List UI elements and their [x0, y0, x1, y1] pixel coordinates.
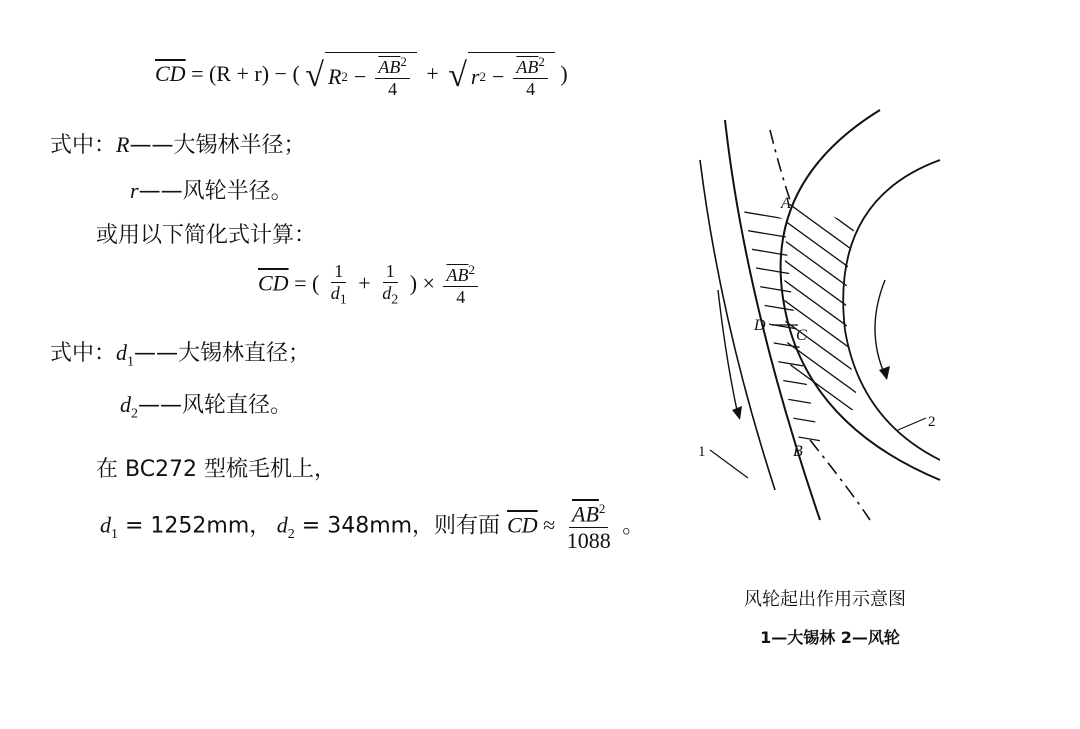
close-times: ) ×	[409, 270, 435, 296]
denominator: 1088	[566, 527, 611, 553]
definition-d2	[120, 388, 292, 422]
cd-symbol: $\overline{CD}$	[155, 60, 186, 86]
cd-symbol: $\overline{CD}$	[258, 270, 289, 296]
radius-r: r	[470, 64, 480, 90]
label-D: D	[754, 317, 766, 334]
sqrt-term-1: √ R 2 − $\frac{\overline{AB}^2}{4}$	[305, 52, 417, 99]
ab-symbol: $\overline{AB}$	[378, 57, 401, 77]
numerator-one: 1	[383, 262, 398, 283]
radius-R: R	[327, 64, 342, 90]
exponent: 2	[598, 501, 606, 516]
value-d1: = 1252mm，	[118, 513, 272, 539]
fraction-1-over-d2	[379, 262, 401, 308]
approx-sign: ≈	[543, 512, 561, 538]
def-R-text: ——大锡林半径；	[129, 133, 306, 158]
formula-1-part: (R + r) − (	[208, 60, 300, 86]
def-prefix: 式中：	[50, 341, 117, 366]
fraction-ab-over-4	[375, 55, 410, 99]
numerator-one: 1	[331, 262, 346, 283]
roller-inner-arc	[843, 160, 940, 460]
formula-2	[258, 262, 481, 308]
label-B: B	[793, 443, 803, 460]
period: 。	[622, 513, 645, 539]
formula-1	[155, 52, 568, 99]
label-C: C	[796, 327, 807, 344]
def-d1-text: ——大锡林直径；	[134, 341, 311, 366]
equals-paren: = (	[294, 270, 320, 296]
denominator: 4	[456, 286, 466, 307]
roller-direction-arrow	[875, 280, 885, 375]
leader-line-1	[710, 450, 748, 478]
subscript-1: 1	[111, 526, 118, 542]
fraction-ab-over-4	[443, 263, 478, 307]
exponent: 2	[479, 69, 486, 85]
simplified-intro: 或用以下简化式计算：	[96, 223, 317, 248]
subscript-2: 2	[131, 406, 138, 422]
subscript-1: 1	[339, 292, 347, 308]
definition-r	[130, 174, 293, 205]
figure-legend: 1—大锡林 2—风轮	[760, 628, 900, 647]
subscript-1: 1	[127, 354, 135, 370]
fraction-ab-over-1088	[564, 502, 614, 553]
ab-symbol: $\overline{AB}$	[572, 501, 599, 527]
def-r-text: ——风轮半径。	[138, 179, 293, 204]
definition-d1	[50, 336, 310, 370]
arrowhead-icon	[732, 406, 742, 420]
ab-symbol: $\overline{AB}$	[516, 57, 539, 77]
exponent: 2	[400, 54, 407, 69]
ab-symbol: $\overline{AB}$	[446, 265, 469, 285]
subscript-2: 2	[391, 292, 399, 308]
symbol-R: R	[116, 132, 130, 157]
roller-centerline	[810, 440, 870, 520]
sqrt-term-2: √ r 2 − $\frac{\overline{AB}^2}{4}$	[448, 52, 555, 99]
symbol-d: d	[100, 512, 111, 538]
denominator: 4	[526, 78, 536, 99]
minus-sign: −	[491, 64, 505, 90]
equals-sign: =	[191, 60, 204, 86]
def-prefix: 式中：	[50, 133, 117, 158]
figure-caption: 风轮起出作用示意图	[744, 589, 906, 610]
exponent: 2	[341, 69, 348, 85]
minus-sign: −	[353, 64, 367, 90]
fraction-1-over-d1	[328, 262, 350, 308]
plus-sign: +	[426, 60, 439, 86]
symbol-d2: d	[120, 392, 131, 417]
plus-sign: +	[358, 270, 371, 296]
symbol-d: d	[276, 512, 288, 538]
symbol-d1: d	[116, 340, 128, 365]
cylinder-direction-arrow	[718, 290, 738, 415]
close-paren: )	[560, 60, 568, 86]
fraction-ab-over-4	[513, 55, 548, 99]
exponent: 2	[468, 262, 475, 277]
symbol-d: d	[382, 282, 392, 303]
def-d2-text: ——风轮直径。	[138, 393, 293, 418]
cd-symbol: $\overline{CD}$	[507, 512, 538, 538]
result-line	[100, 502, 644, 553]
label-2: 2	[928, 414, 936, 430]
symbol-d: d	[330, 282, 340, 303]
value-d2: = 348mm，则有面	[294, 513, 508, 539]
label-A: A	[781, 195, 791, 212]
leader-line-2	[898, 418, 926, 430]
subscript-2: 2	[287, 526, 295, 542]
arrowhead-icon	[879, 366, 890, 380]
machine-line: 在 BC272 型梳毛机上，	[96, 457, 337, 482]
label-1: 1	[698, 444, 706, 460]
denominator: 4	[388, 78, 398, 99]
stripper-roller-diagram	[680, 100, 960, 550]
exponent: 2	[538, 54, 545, 69]
definition-R	[50, 128, 305, 159]
symbol-r: r	[130, 178, 139, 203]
cylinder-centerline	[770, 130, 790, 200]
